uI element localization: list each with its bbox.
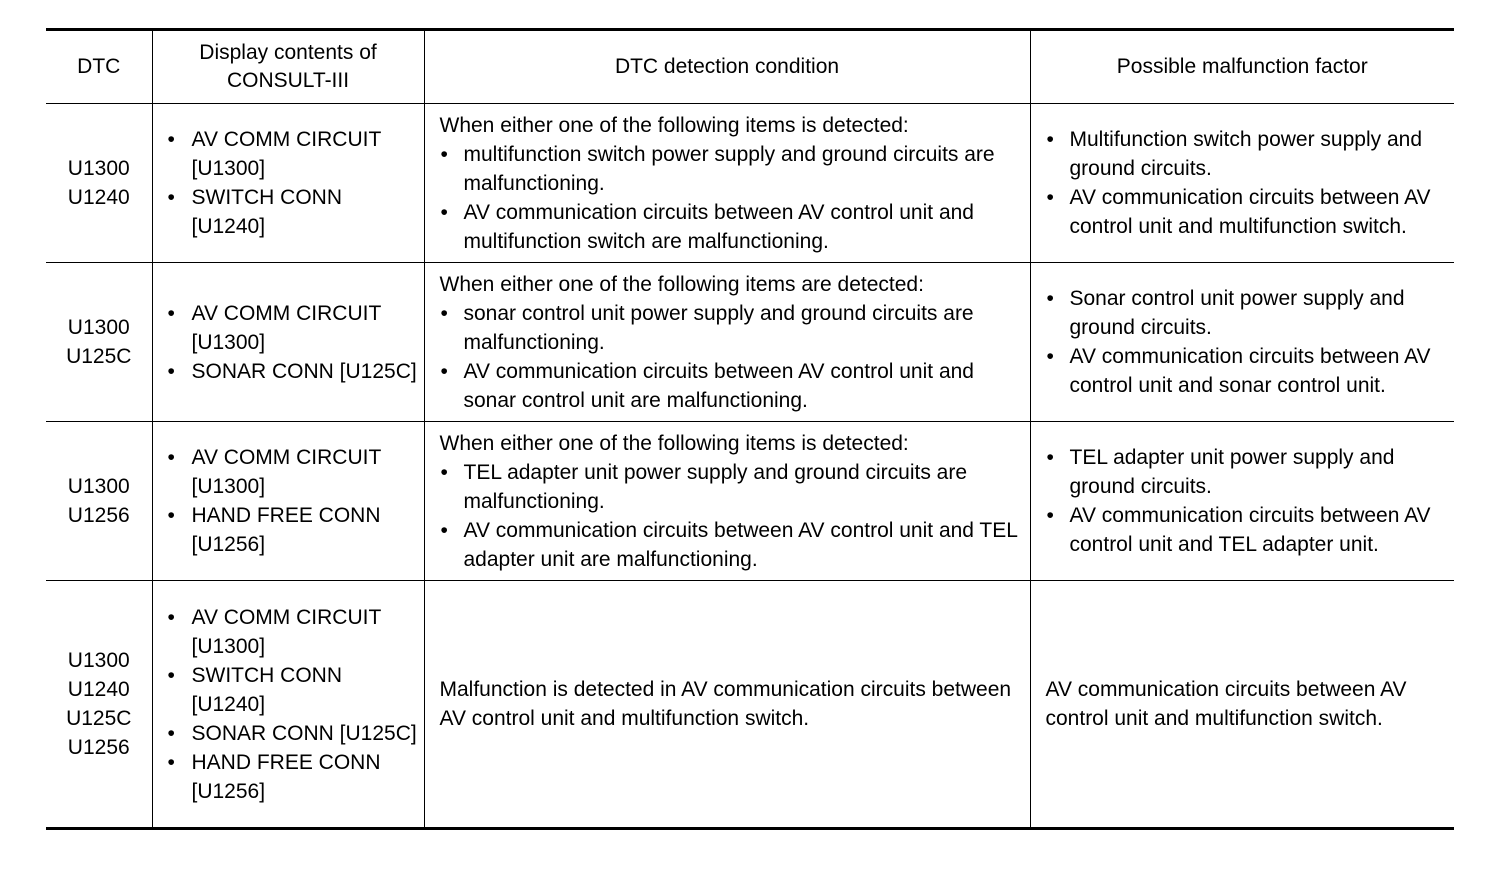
dtc-code: U125C [66,345,132,368]
condition-intro: When either one of the following items is detected: [439,431,909,455]
factor-list [1046,284,1447,400]
header-row [46,30,1454,104]
dtc-code: U1256 [67,504,130,527]
display-contents-list [167,603,418,806]
header-display-label: Display contents of CONSULT-III [199,41,377,92]
condition-text: Malfunction is detected in AV communication circuits between AV control unit and multifunction switch. [439,678,1012,730]
factor-text: AV communication circuits between AV control unit and multifunction switch. [1045,678,1407,730]
condition-item: • AV communication circuits between AV control unit and sonar control unit are malfunctioning. [440,357,1022,415]
display-item: • AV COMM CIRCUIT [U1300] [167,299,418,357]
table-header [46,30,1454,104]
table-body [46,104,1454,829]
dtc-code: U1300 [67,649,130,672]
table-row [46,581,1454,829]
display-contents-list [167,299,418,386]
factor-item: • AV communication circuits between AV control unit and multifunction switch. [1046,183,1447,241]
dtc-code: U1256 [67,736,130,759]
condition-list [440,299,1022,415]
dtc-code: U1240 [67,186,130,209]
condition-item: • multifunction switch power supply and ground circuits are malfunctioning. [440,140,1022,198]
display-contents-cell [152,422,424,581]
malfunction-factor-cell [1030,422,1454,581]
dtc-code-cell [46,263,152,422]
dtc-code: U1300 [67,157,130,180]
condition-intro: When either one of the following items is detected: [439,113,909,137]
factor-list [1046,443,1447,559]
dtc-code-cell [46,422,152,581]
dtc-code-cell [46,104,152,263]
display-contents-list [167,443,418,559]
detection-condition-cell [424,581,1030,829]
header-dtc: DTC [46,30,152,104]
dtc-code: U1300 [67,316,130,339]
condition-item: • AV communication circuits between AV control unit and multifunction switch are malfunctioning. [440,198,1022,256]
detection-condition-cell [424,422,1030,581]
condition-item: • AV communication circuits between AV control unit and TEL adapter unit are malfunctioning. [440,516,1022,574]
condition-item: • sonar control unit power supply and ground circuits are malfunctioning. [440,299,1022,357]
display-item: • SWITCH CONN [U1240] [167,661,418,719]
header-detection-condition: DTC detection condition [424,30,1030,104]
table-row [46,104,1454,263]
header-malfunction-factor: Possible malfunction factor [1030,30,1454,104]
factor-item: • TEL adapter unit power supply and ground circuits. [1046,443,1447,501]
factor-item: • Multifunction switch power supply and ground circuits. [1046,125,1447,183]
display-item: • SONAR CONN [U125C] [167,719,418,748]
malfunction-factor-cell [1030,263,1454,422]
header-display-contents [152,30,424,104]
dtc-code-cell [46,581,152,829]
display-contents-cell [152,104,424,263]
condition-intro: When either one of the following items are detected: [439,272,924,296]
factor-item: • AV communication circuits between AV control unit and TEL adapter unit. [1046,501,1447,559]
display-contents-cell [152,263,424,422]
condition-item: • TEL adapter unit power supply and ground circuits are malfunctioning. [440,458,1022,516]
dtc-table [46,28,1454,830]
display-item: • SONAR CONN [U125C] [167,357,418,386]
dtc-code: U125C [66,707,132,730]
display-item: • HAND FREE CONN [U1256] [167,501,418,559]
malfunction-factor-cell [1030,104,1454,263]
display-item: • HAND FREE CONN [U1256] [167,748,418,806]
display-contents-cell [152,581,424,829]
malfunction-factor-cell [1030,581,1454,829]
dtc-code: U1240 [67,678,130,701]
table-row [46,263,1454,422]
detection-condition-cell [424,104,1030,263]
table-row [46,422,1454,581]
display-item: • SWITCH CONN [U1240] [167,183,418,241]
condition-list [440,458,1022,574]
display-item: • AV COMM CIRCUIT [U1300] [167,443,418,501]
condition-list [440,140,1022,256]
factor-list [1046,125,1447,241]
display-item: • AV COMM CIRCUIT [U1300] [167,125,418,183]
factor-item: • Sonar control unit power supply and ground circuits. [1046,284,1447,342]
factor-item: • AV communication circuits between AV control unit and sonar control unit. [1046,342,1447,400]
display-item: • AV COMM CIRCUIT [U1300] [167,603,418,661]
detection-condition-cell [424,263,1030,422]
dtc-code: U1300 [67,475,130,498]
display-contents-list [167,125,418,241]
